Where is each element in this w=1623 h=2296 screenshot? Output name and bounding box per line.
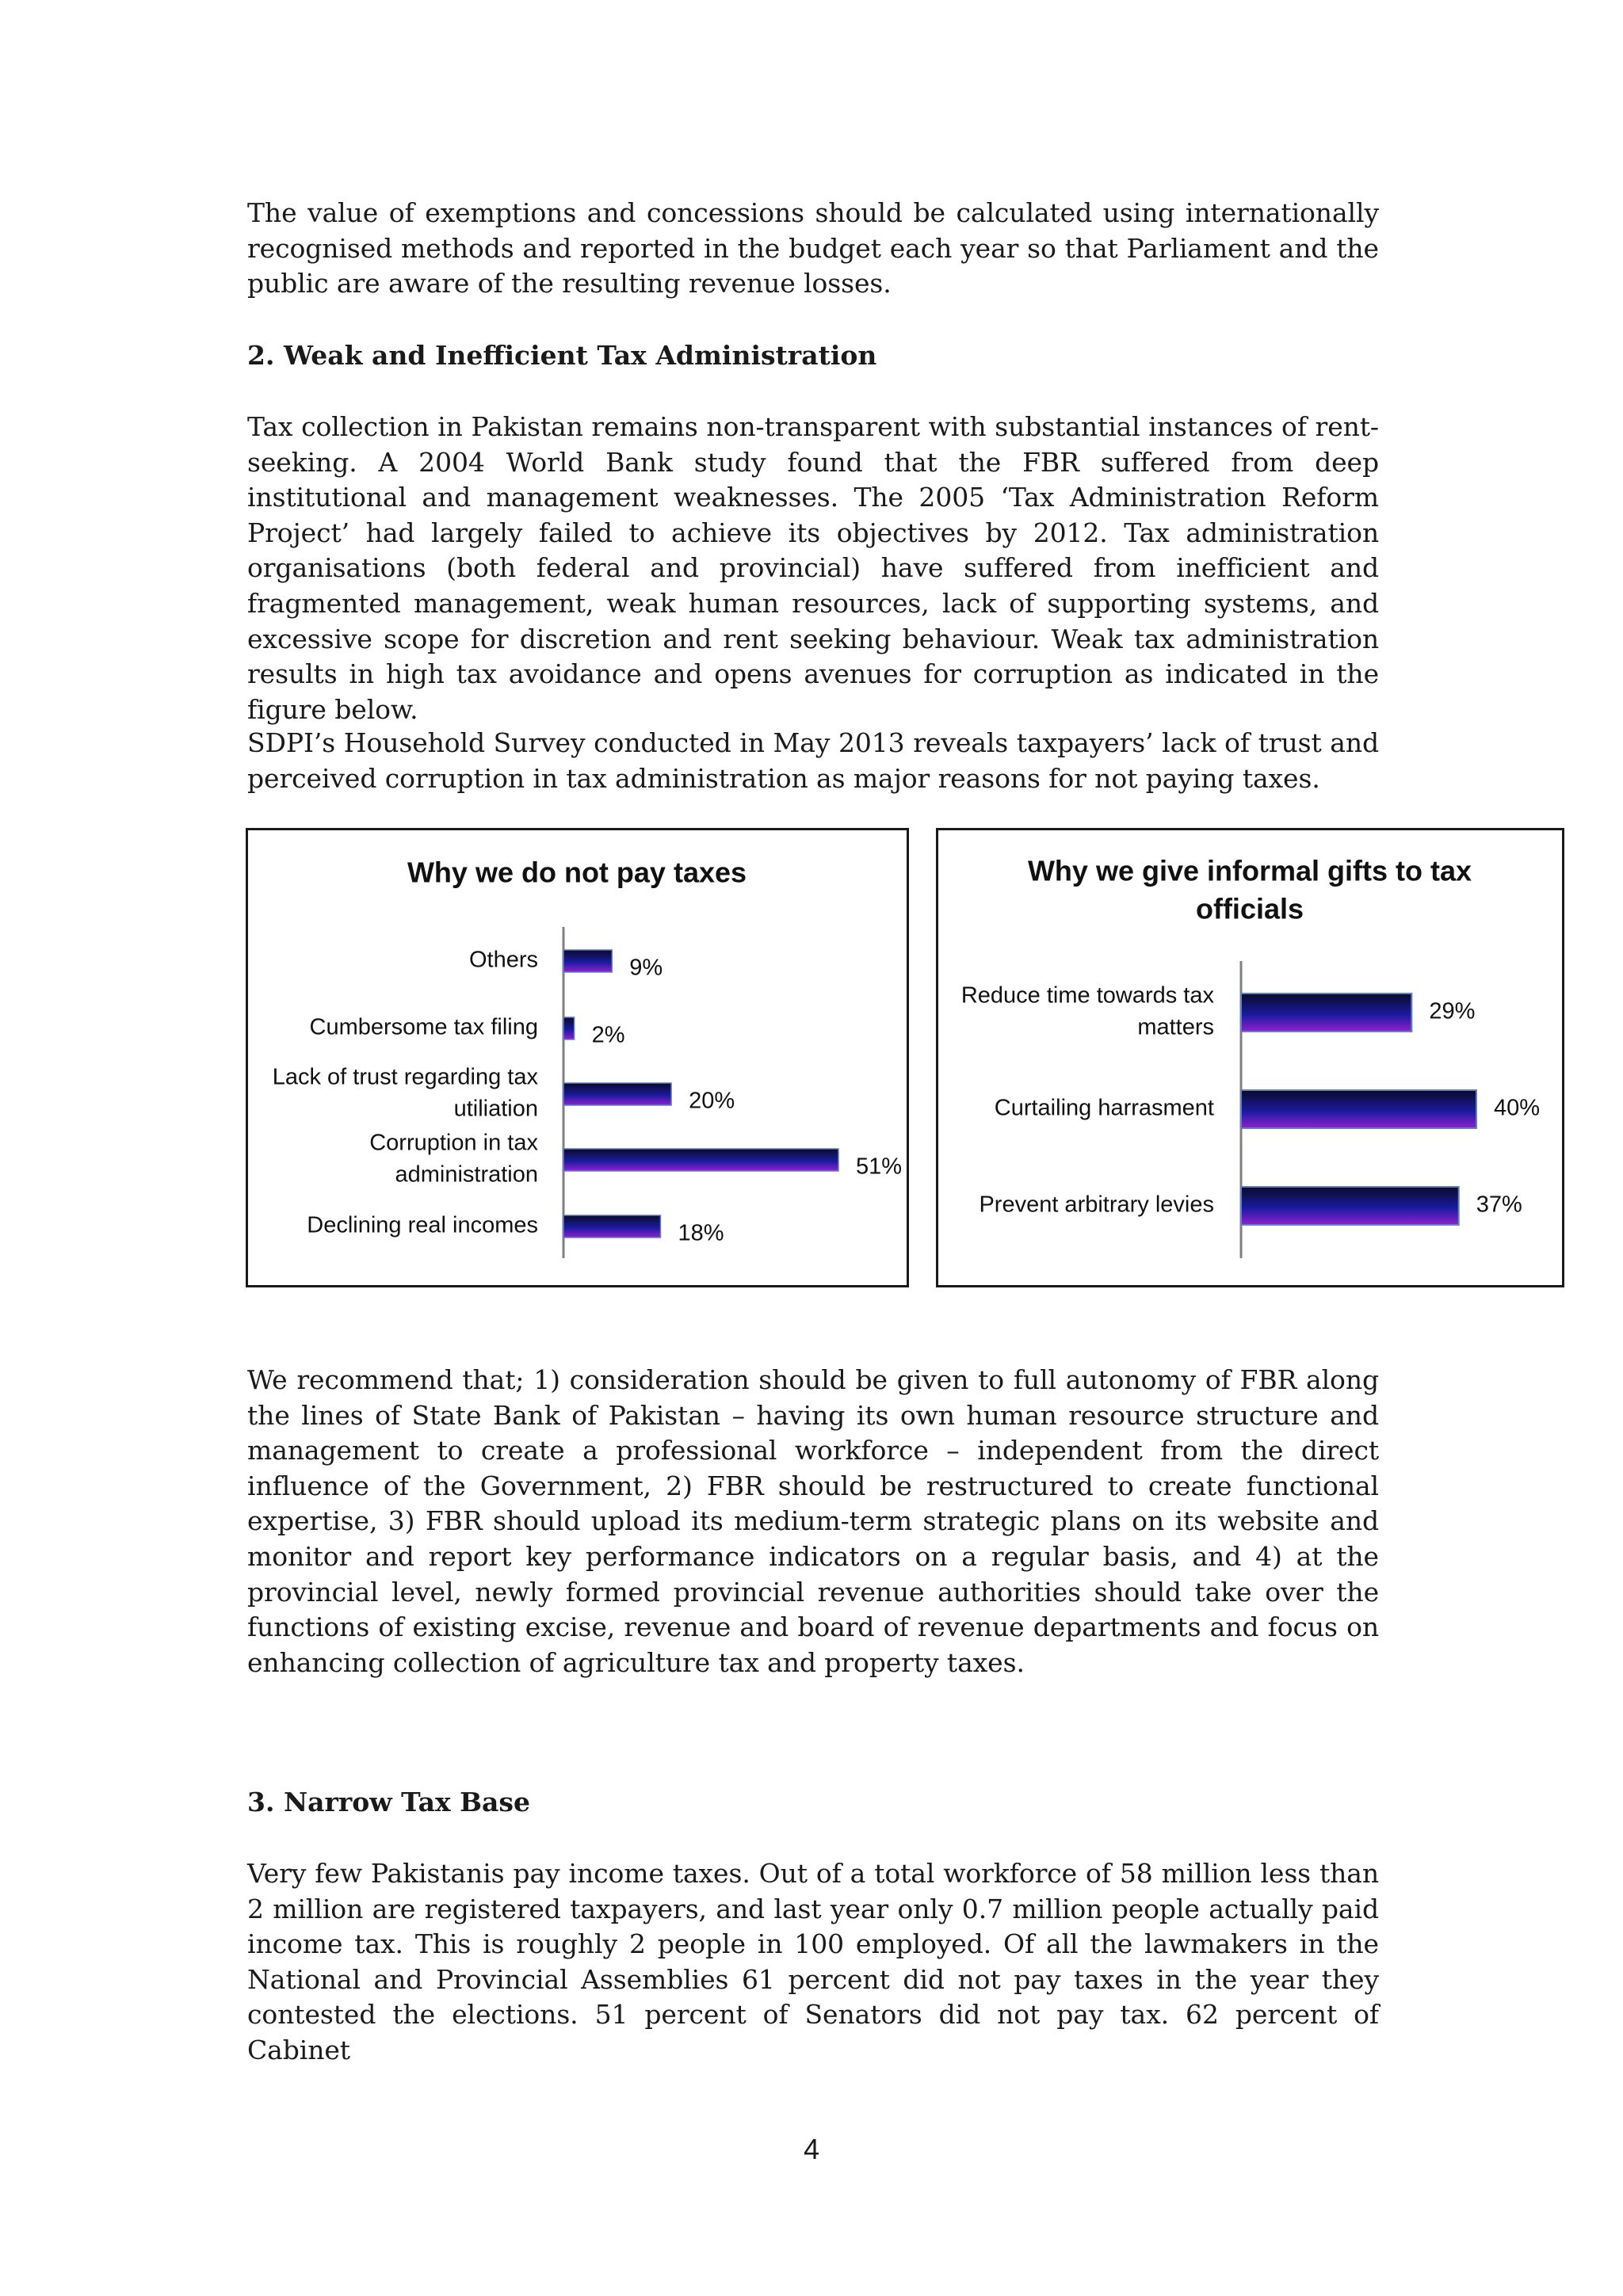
data-label: 2% — [591, 1022, 625, 1048]
chart-why-not-pay-taxes — [246, 828, 909, 1287]
category-label: administration — [395, 1161, 538, 1188]
chart-title: officials — [1195, 892, 1304, 925]
paragraph-narrow-tax-base: Very few Pakistanis pay income taxes. Out of a total workforce of 58 million less than 2 million are registered taxpayers, and last year only 0.7 million people actually paid income tax. This is roughly 2 people in 100 employed. Of all the lawmakers in the National and Provincial Assemblies 61 percent did not pay taxes in the year they contested the elections. 51 percent of Senators did not pay tax. 62 percent of Cabinet — [247, 1858, 1379, 2065]
bar — [1241, 1090, 1476, 1128]
section-heading-weak-tax-administration: 2. Weak and Inefficient Tax Administration — [247, 340, 877, 371]
category-label: Reduce time towards tax — [960, 982, 1214, 1009]
category-label: Corruption in tax — [369, 1130, 538, 1156]
bar — [1241, 994, 1411, 1032]
chart-title: Why we do not pay taxes — [407, 856, 747, 889]
paragraph-tax-collection: Tax collection in Pakistan remains non-transparent with substantial instances of rent-seeking. A 2004 World Bank study found that the FBR suffered from deep institutional and management weaknesses. The 2005 ‘Tax Administration Reform Project’ had largely failed to achieve its objectives by 2012. Tax administration organisations (both federal and provincial) have suffered from inefficient and fragmented management, weak human resources, lack of supporting systems, and excessive scope for discretion and rent seeking behaviour. Weak tax administration results in high tax avoidance and opens avenues for corruption as indicated in the figure below. — [247, 411, 1379, 725]
chart-why-not-pay-taxes-plot — [248, 830, 907, 1285]
paragraph-household-survey: SDPI’s Household Survey conducted in May 2013 reveals taxpayers’ lack of trust and perceived corruption in tax administration as major reasons for not paying taxes. — [247, 727, 1379, 794]
category-label: Lack of trust regarding tax — [272, 1064, 538, 1090]
data-label: 29% — [1429, 998, 1476, 1024]
data-label: 51% — [856, 1154, 903, 1180]
category-label: Declining real incomes — [307, 1212, 538, 1238]
data-label: 18% — [678, 1220, 724, 1246]
chart-informal-gifts — [936, 828, 1564, 1287]
bar — [563, 1215, 660, 1238]
data-label: 9% — [629, 955, 663, 981]
paragraph-recommendations: We recommend that; 1) consideration should be given to full autonomy of FBR along the lines of State Bank of Pakistan – having its own human resource structure and management to create a professional workforce – independent from the direct influence of the Government, 2) FBR should be restructured to create functional expertise, 3) FBR should upload its medium-term strategic plans on its website and monitor and report key performance indicators on a regular basis, and 4) at the provincial level, newly formed provincial revenue authorities should take over the functions of existing excise, revenue and board of revenue departments and focus on enhancing collection of agriculture tax and property taxes. — [247, 1364, 1379, 1678]
paragraph-exemptions: The value of exemptions and concessions should be calculated using internationally recognised methods and reported in the budget each year so that Parliament and the public are aware of the resulting revenue losses. — [247, 197, 1379, 299]
bar — [1241, 1187, 1459, 1225]
category-label: Others — [468, 947, 538, 973]
category-label: Cumbersome tax filing — [309, 1014, 538, 1040]
data-label: 20% — [689, 1088, 735, 1114]
bar — [563, 1017, 575, 1039]
bar — [563, 1149, 838, 1171]
data-label: 40% — [1494, 1095, 1541, 1121]
section-heading-narrow-tax-base: 3. Narrow Tax Base — [247, 1787, 530, 1817]
category-label: matters — [1137, 1014, 1214, 1040]
category-label: Curtailing harrasment — [994, 1095, 1214, 1121]
chart-title: Why we give informal gifts to tax — [1027, 854, 1472, 887]
category-label: Prevent arbitrary levies — [979, 1192, 1214, 1218]
bar — [563, 950, 612, 972]
page-number: 4 — [803, 2133, 820, 2165]
chart-informal-gifts-plot — [938, 830, 1562, 1285]
category-label: utiliation — [453, 1096, 538, 1122]
bar — [563, 1083, 671, 1105]
data-label: 37% — [1476, 1192, 1522, 1218]
